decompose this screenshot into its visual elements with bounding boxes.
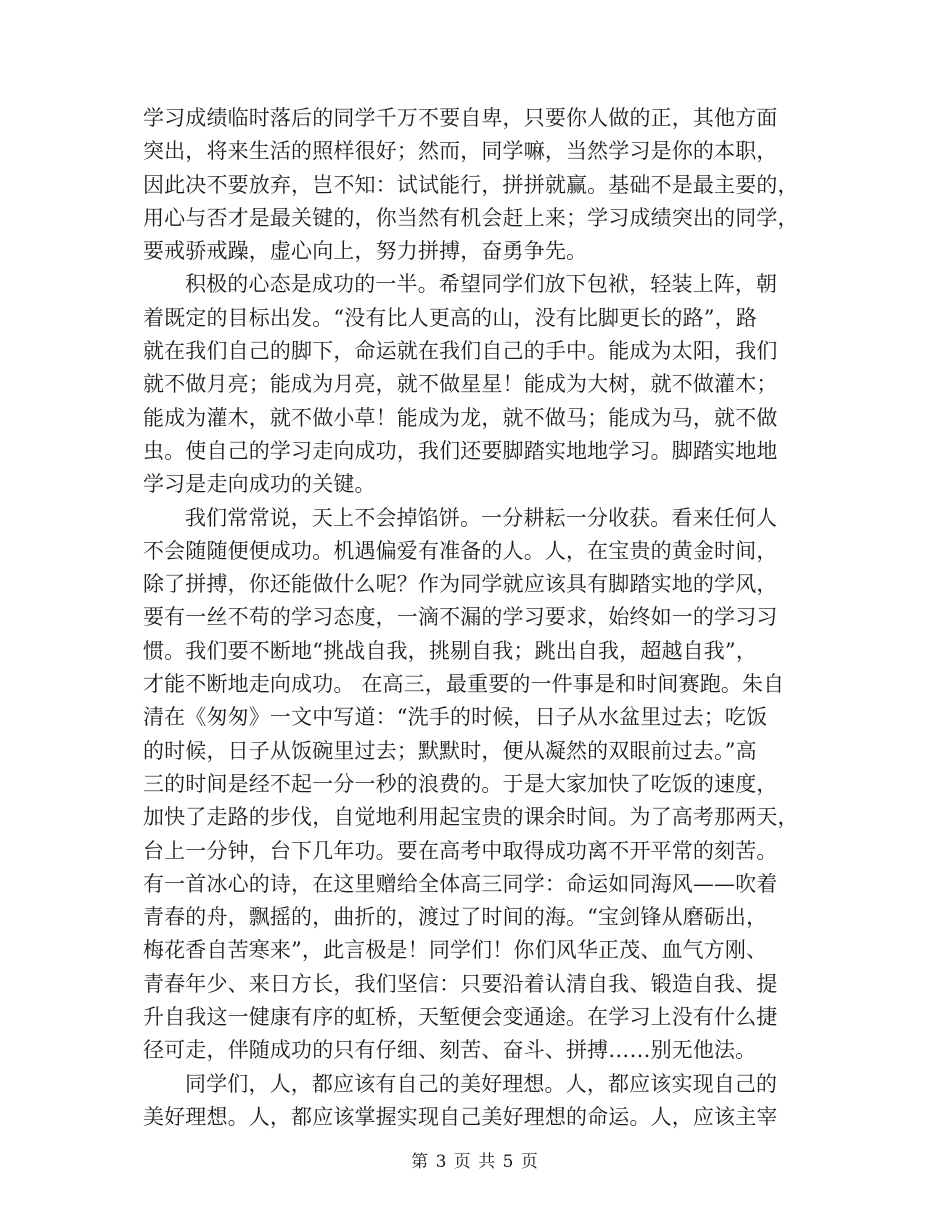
text-line: 虫。使自己的学习走向成功，我们还要脚踏实地地学习。脚踏实地地 [143, 438, 778, 463]
text-line: 就在我们自己的脚下，命运就在我们自己的手中。能成为太阳，我们 [143, 339, 778, 364]
text-line: 青春的舟，飘摇的，曲折的，渡过了时间的海。“宝剑锋从磨砺出， [143, 905, 768, 930]
text-line: 才能不断地走向成功。 在高三，最重要的一件事是和时间赛跑。朱自 [143, 672, 785, 697]
text-line: 的时候，日子从饭碗里过去；默默时，便从凝然的双眼前过去。”高 [143, 738, 757, 763]
text-line: 台上一分钟，台下几年功。要在高考中取得成功离不开平常的刻苦。 [143, 838, 778, 863]
text-line: 升自我这一健康有序的虹桥，天堑便会变通途。在学习上没有什么捷 [143, 1005, 778, 1030]
body-text [143, 102, 807, 1134]
text-line: 学习成绩临时落后的同学千万不要自卑，只要你人做的正，其他方面 [143, 106, 778, 130]
text-line: 径可走，伴随成功的只有仔细、刻苦、奋斗、拼搏……别无他法。 [143, 1038, 757, 1063]
text-line: 就不做月亮；能成为月亮，就不做星星！能成为大树，就不做灌木； [143, 372, 778, 397]
page-number-footer: 第 3 页 共 5 页 [411, 1152, 539, 1172]
text-line: 美好理想。人，都应该掌握实现自己美好理想的命运。人，应该主宰 [143, 1104, 778, 1129]
paragraph-start-line: 积极的心态是成功的一半。希望同学们放下包袱，轻装上阵，朝 [185, 272, 778, 297]
text-line: 有一首冰心的诗，在这里赠给全体高三同学：命运如同海风——吹着 [143, 871, 778, 896]
text-line: 不会随随便便成功。机遇偏爱有准备的人。人，在宝贵的黄金时间， [143, 538, 778, 563]
text-line: 青春年少、来日方长，我们坚信：只要沿着认清自我、锻造自我、提 [143, 971, 778, 996]
text-line: 要有一丝不苟的学习态度，一滴不漏的学习要求，始终如一的学习习 [143, 605, 778, 630]
text-line: 用心与否才是最关键的，你当然有机会赶上来；学习成绩突出的同学， [143, 205, 799, 230]
paragraph-start-line: 同学们，人，都应该有自己的美好理想。人，都应该实现自己的 [185, 1071, 778, 1096]
text-line: 梅花香自苦寒来”，此言极是！同学们！你们风华正茂、血气方刚、 [143, 938, 768, 963]
text-line: 加快了走路的步伐，自觉地利用起宝贵的课余时间。为了高考那两天， [143, 805, 799, 830]
paragraph-start-line: 我们常常说，天上不会掉馅饼。一分耕耘一分收获。看来任何人 [185, 505, 778, 530]
text-line: 突出，将来生活的照样很好；然而，同学嘛，当然学习是你的本职， [143, 139, 778, 164]
text-line: 惯。我们要不断地“挑战自我，挑剔自我；跳出自我，超越自我”， [143, 638, 757, 663]
text-line: 能成为灌木，就不做小草！能成为龙，就不做马；能成为马，就不做 [143, 405, 778, 430]
text-line: 三的时间是经不起一分一秒的浪费的。于是大家加快了吃饭的速度， [143, 771, 778, 796]
text-line: 除了拼搏，你还能做什么呢？作为同学就应该具有脚踏实地的学风， [143, 572, 778, 597]
text-line: 要戒骄戒躁，虚心向上，努力拼搏，奋勇争先。 [143, 239, 588, 264]
text-line: 因此决不要放弃，岂不知：试试能行，拼拼就赢。基础不是最主要的， [143, 172, 799, 197]
text-line: 清在《匆匆》一文中写道：“洗手的时候，日子从水盆里过去；吃饭 [143, 705, 768, 730]
text-line: 着既定的目标出发。“没有比人更高的山，没有比脚更长的路”，路 [143, 305, 757, 330]
text-line: 学习是走向成功的关键。 [143, 472, 376, 497]
